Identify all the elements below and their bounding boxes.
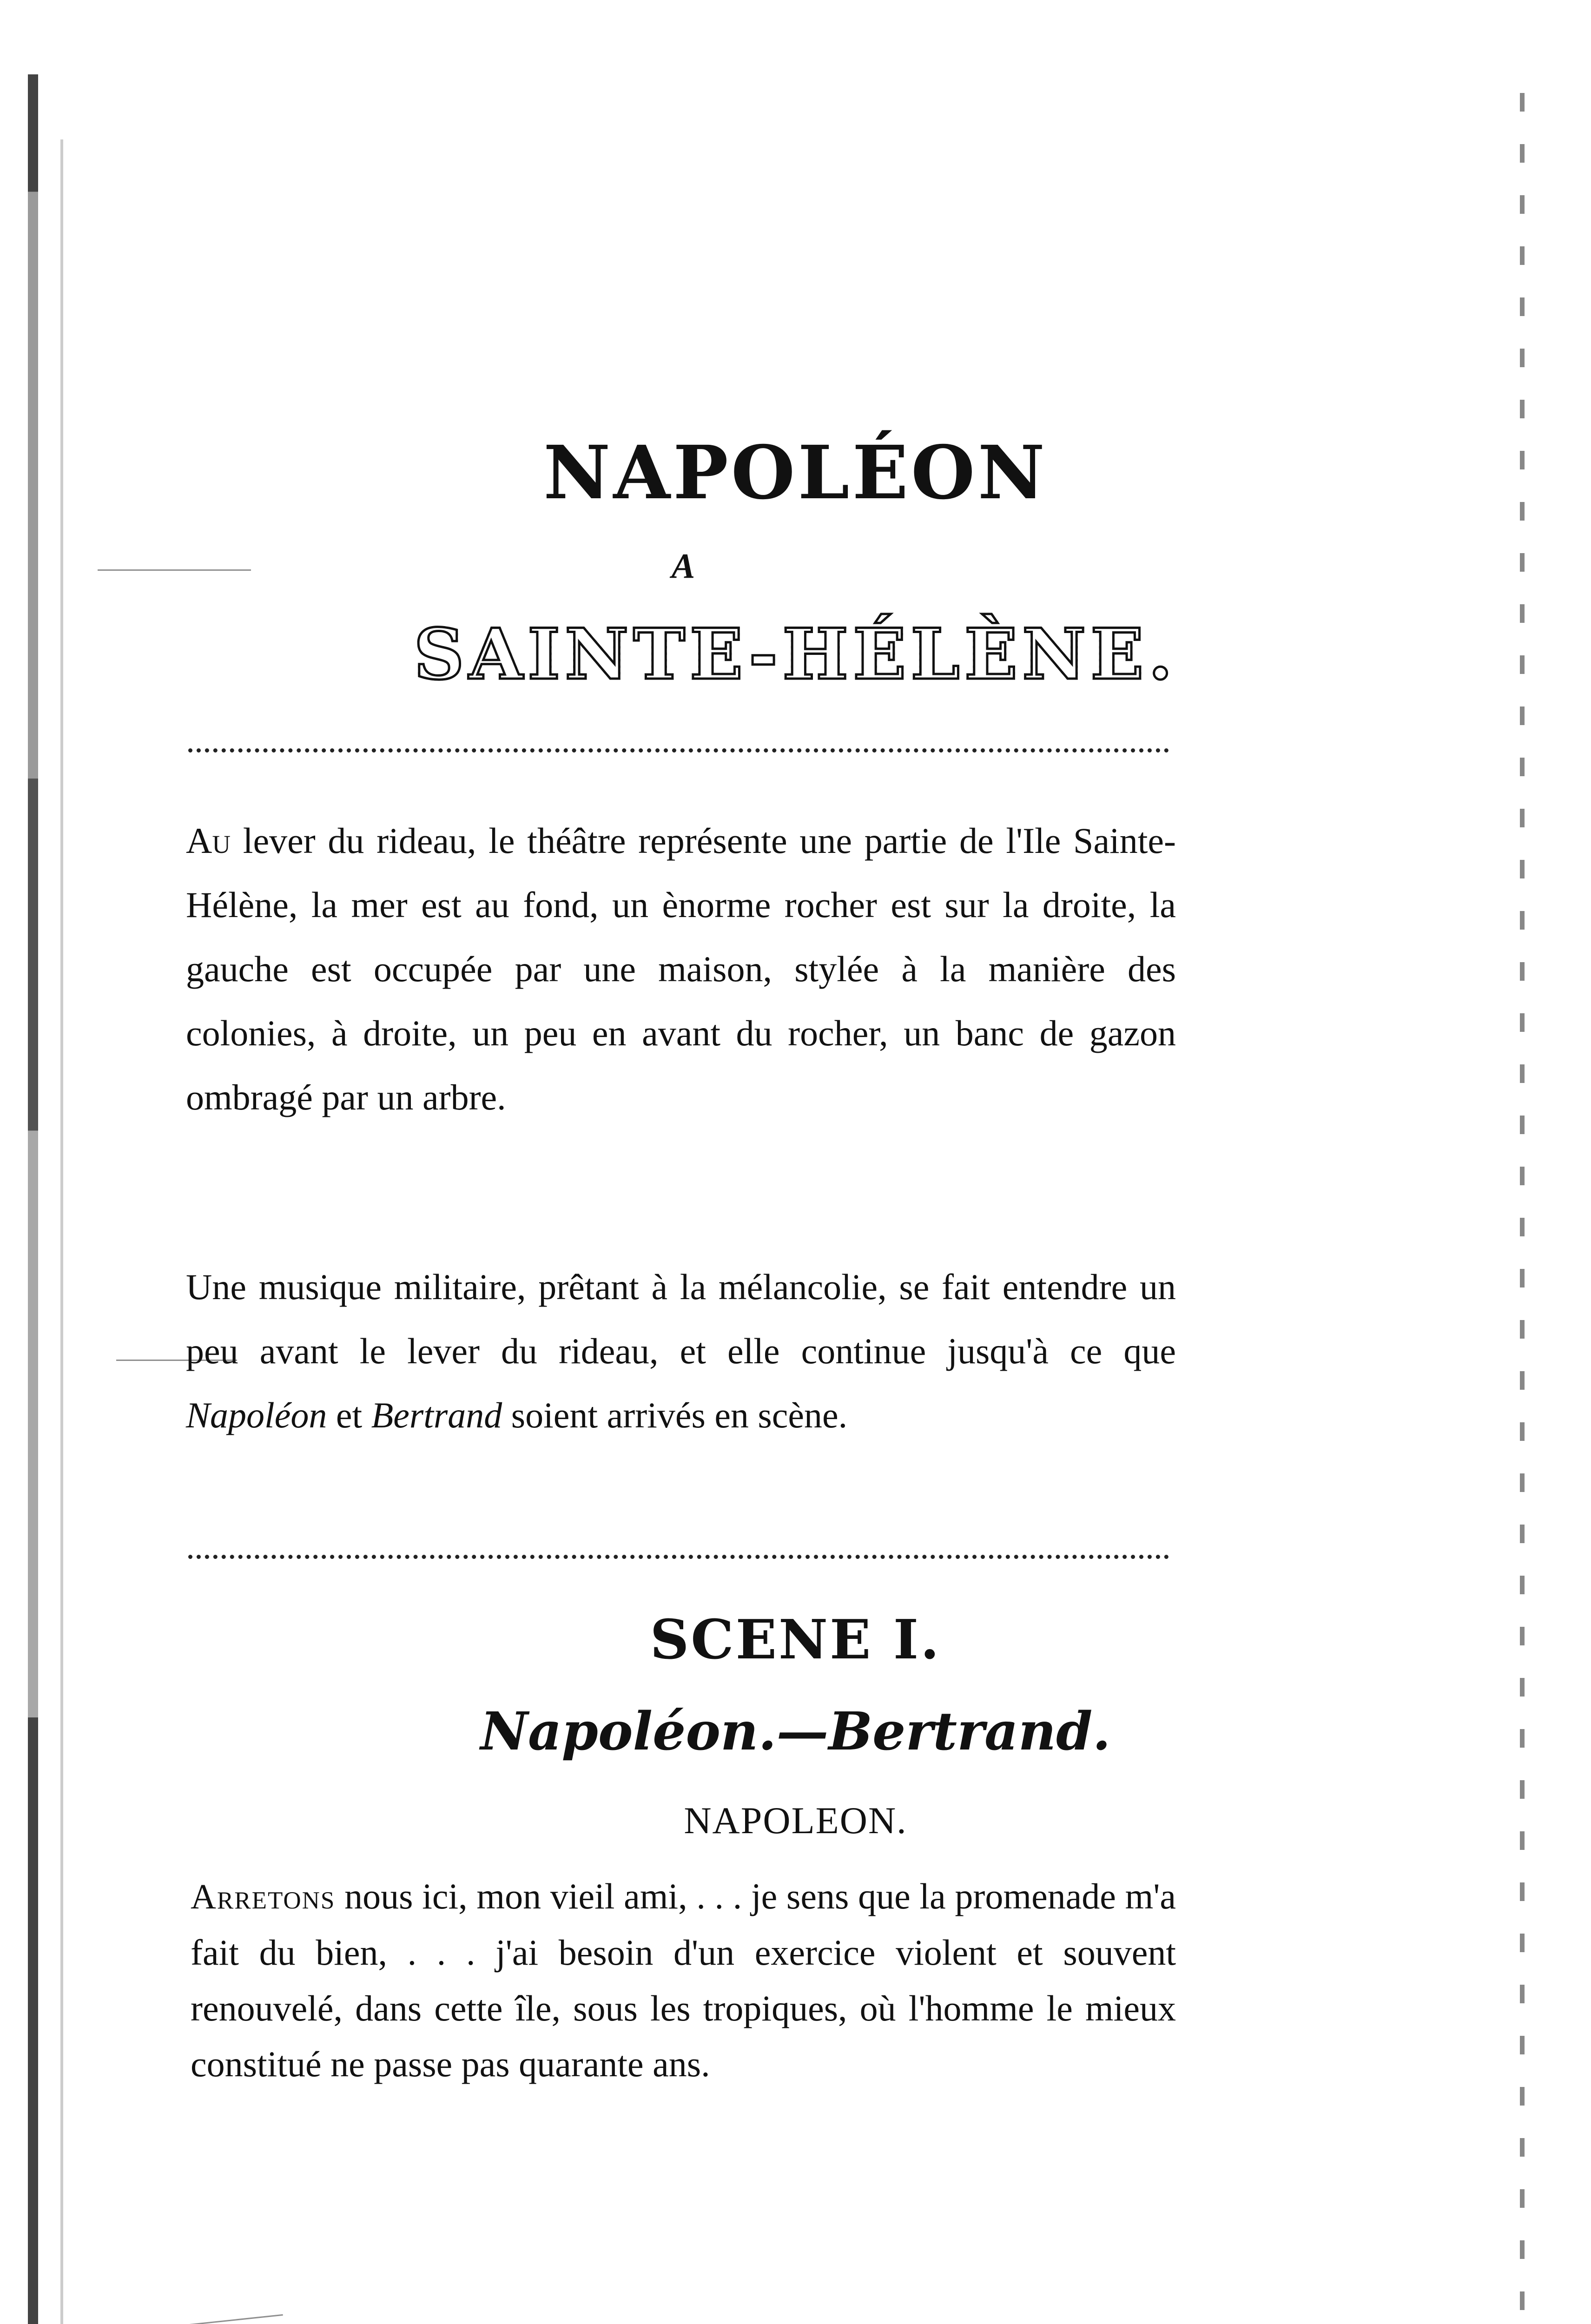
dotted-rule-top	[188, 748, 1169, 753]
speech-first-word: Arretons	[191, 1877, 336, 1916]
scene-characters: Napoléon.—Bertrand.	[480, 1701, 1111, 1762]
stray-mark	[98, 569, 251, 571]
title-connector: A	[671, 547, 695, 586]
character-name-napoleon: Napoléon	[186, 1395, 327, 1435]
stage-direction-2-text-c: soient arrivés en scène.	[502, 1395, 848, 1435]
character-name-bertrand: Bertrand	[371, 1395, 502, 1435]
stage-direction-1	[186, 809, 1176, 1129]
scene-title: SCENE I.	[650, 1608, 941, 1671]
stray-mark	[52, 2314, 283, 2324]
stage-direction-2-text-b: et	[327, 1395, 371, 1435]
stage-direction-1-text: lever du rideau, le théâtre représente une partie de l'Ile Sainte-Hélène, la mer est au fond, un ènorme rocher est sur la droite, la gauche est occupée par une maison, stylée à la manière des colonies, à droite, un peu en avant du rocher, un banc de gazon ombragé par un arbre.	[186, 820, 1176, 1117]
speaker-name: NAPOLEON.	[684, 1799, 907, 1842]
dotted-rule-bottom	[188, 1555, 1169, 1559]
scan-edge-right	[1520, 93, 1525, 2324]
speech-text	[191, 1868, 1176, 2092]
title-line-1: NAPOLÉON	[543, 430, 1048, 516]
stage-direction-2-text-a: Une musique militaire, prêtant à la mélancolie, se fait entendre un peu avant le lever du rideau, et elle continue jusqu'à ce que	[186, 1267, 1176, 1371]
speech-body: nous ici, mon vieil ami, . . . je sens que la promenade m'a fait du bien, . . . j'ai besoin d'un exercice violent et souvent renouvelé, dans cette île, sous les tropiques, où l'homme le mieux constitué ne passe pas quarante ans.	[191, 1876, 1176, 2084]
scan-edge-left	[28, 74, 38, 2324]
stage-direction-1-first-word: Au	[186, 820, 231, 861]
title-line-2: SAINTE-HÉLÈNE.	[0, 614, 1591, 695]
stage-direction-2	[186, 1255, 1176, 1447]
